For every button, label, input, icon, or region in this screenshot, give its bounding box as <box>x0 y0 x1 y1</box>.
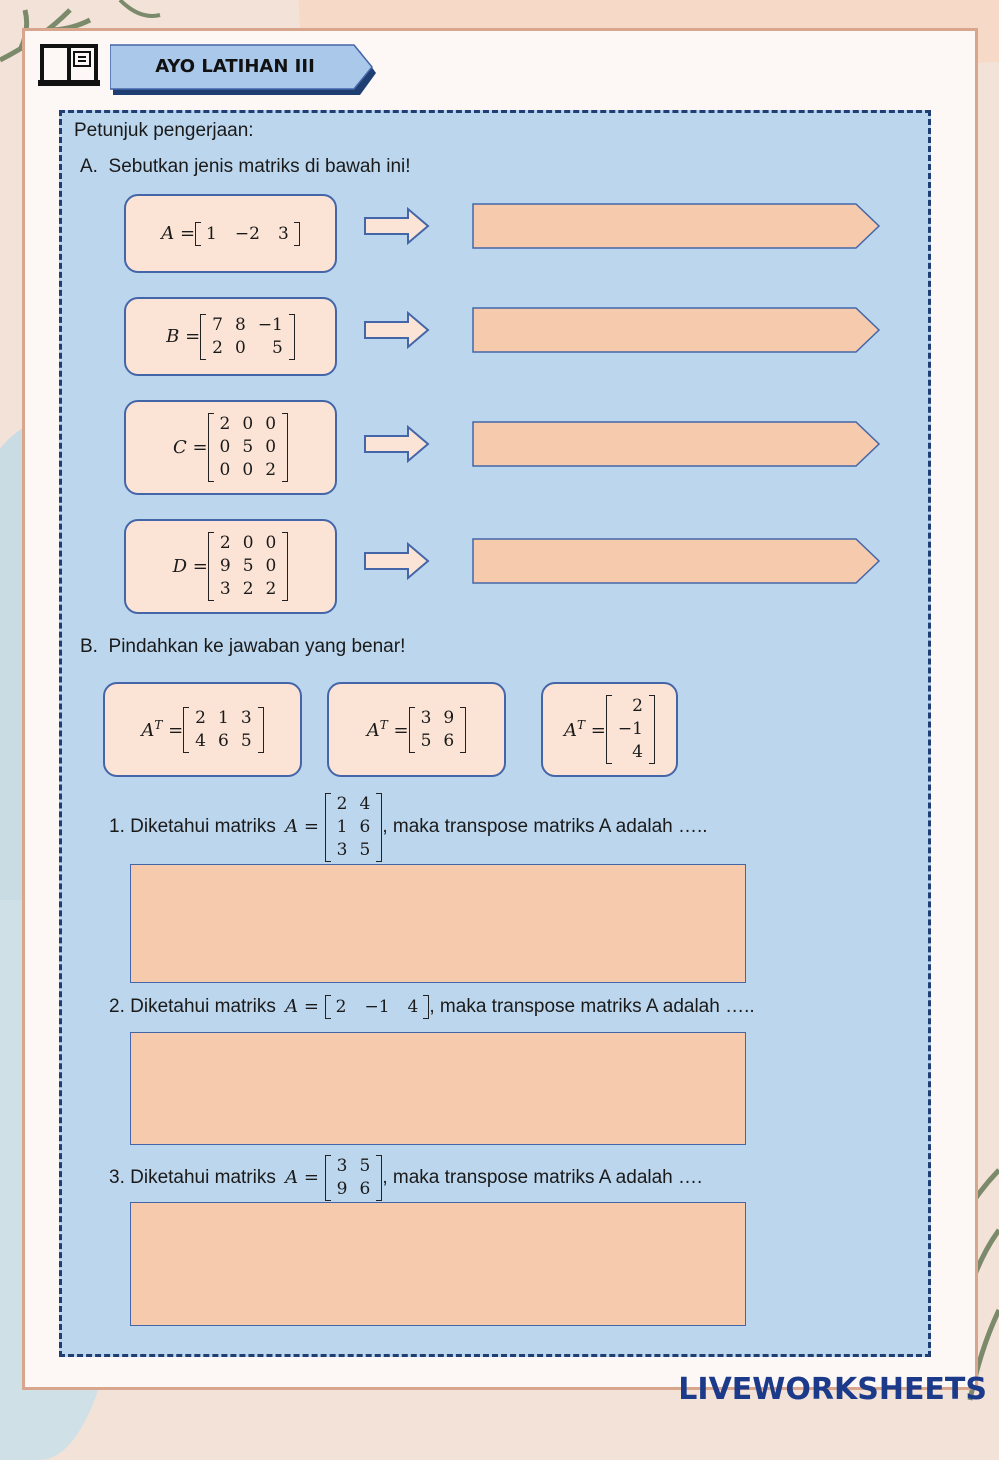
matrix-name: A <box>285 816 299 837</box>
matrix-table <box>331 793 377 862</box>
question-2 <box>109 994 755 1020</box>
matrix-box-a <box>124 194 337 273</box>
matrix-row <box>189 730 257 753</box>
question-suffix: , maka transpose matriks A adalah …. <box>382 1167 703 1188</box>
matrix-name: A <box>285 996 299 1017</box>
matrix <box>325 1155 383 1201</box>
matrix-entry: 0 <box>242 460 254 480</box>
matrix-row <box>214 555 282 578</box>
matrix-row <box>331 839 377 862</box>
liveworksheets-logo: LIVEWORKSHEETS <box>678 1372 987 1407</box>
book-icon <box>38 42 100 88</box>
matrix-entry: 0 <box>219 437 231 457</box>
matrix-entry: 3 <box>277 223 289 244</box>
matrix <box>208 532 288 601</box>
matrix-lhs <box>141 718 183 741</box>
right-bracket <box>289 314 295 360</box>
matrix-row <box>612 695 649 718</box>
question-matrix-lhs <box>285 1167 325 1189</box>
matrix-entry: 1 <box>218 707 229 728</box>
matrix-entry: 0 <box>242 414 254 434</box>
transpose-sup: T <box>154 718 163 732</box>
matrix-entry: 1 <box>336 816 348 837</box>
matrix-lhs <box>173 437 208 458</box>
answer-field-c[interactable] <box>471 419 883 469</box>
equals-sign: = <box>186 437 208 458</box>
matrix-box-b <box>124 297 337 376</box>
question-prefix: 2. Diketahui matriks <box>109 996 282 1017</box>
matrix-name: A <box>285 1167 299 1188</box>
matrix-entry: 2 <box>632 696 643 716</box>
section-a-heading <box>80 156 411 178</box>
matrix <box>325 995 430 1019</box>
matrix-row <box>331 1155 377 1178</box>
equals-sign: = <box>387 720 409 741</box>
matrix-entry: 5 <box>242 437 254 457</box>
equals-sign: = <box>585 720 606 741</box>
equals-sign: = <box>298 1167 325 1188</box>
section-b-label: B. <box>80 636 98 657</box>
matrix-entry: 3 <box>336 1156 348 1176</box>
matrix <box>606 695 655 764</box>
draggable-option-2[interactable] <box>327 682 506 777</box>
matrix-entry: 4 <box>407 997 419 1017</box>
equals-sign: = <box>187 556 208 577</box>
matrix-entry: 5 <box>359 839 371 860</box>
matrix-table <box>612 695 649 764</box>
matrix-row <box>206 314 289 337</box>
matrix-name: A <box>564 720 578 741</box>
matrix-entry: 0 <box>265 556 277 576</box>
matrix-entry: 3 <box>336 839 348 860</box>
matrix-entry: 2 <box>219 533 231 553</box>
matrix-entry: 6 <box>218 730 229 751</box>
matrix <box>195 222 300 246</box>
matrix-entry: 0 <box>265 533 277 553</box>
matrix-table <box>206 314 289 360</box>
matrix-entry: 2 <box>265 579 277 599</box>
matrix-entry: 2 <box>336 793 348 814</box>
matrix-entry: −1 <box>364 997 390 1017</box>
matrix-row <box>214 459 282 482</box>
matrix-entry: 6 <box>443 730 455 751</box>
matrix-entry: 1 <box>206 223 217 244</box>
matrix-entry: 3 <box>420 707 432 728</box>
matrix-entry: 9 <box>219 556 231 576</box>
matrix-entry: 4 <box>359 793 371 814</box>
right-bracket <box>282 413 288 482</box>
section-b-instruction: Pindahkan ke jawaban yang benar! <box>108 636 406 657</box>
right-arrow-icon <box>362 206 432 246</box>
matrix-box-d <box>124 519 337 614</box>
matrix-entry: 2 <box>195 707 206 728</box>
matrix-row <box>331 1178 377 1201</box>
right-bracket <box>294 222 300 246</box>
matrix-table <box>214 413 282 482</box>
matrix-entry: 0 <box>242 533 254 553</box>
matrix-row <box>331 995 424 1019</box>
matrix-table <box>214 532 282 601</box>
matrix-row <box>201 222 294 246</box>
matrix-row <box>214 532 282 555</box>
matrix-table <box>415 707 461 753</box>
matrix-row <box>214 578 282 601</box>
right-bracket <box>460 707 466 753</box>
matrix <box>200 314 295 360</box>
matrix-row <box>612 741 649 764</box>
matrix-name: A <box>141 720 155 741</box>
answer-field-d[interactable] <box>471 536 883 586</box>
matrix-lhs <box>173 556 208 577</box>
right-arrow-icon <box>362 541 432 581</box>
matrix-entry: 6 <box>359 1179 371 1199</box>
draggable-option-3[interactable] <box>541 682 678 777</box>
section-a-instruction: Sebutkan jenis matriks di bawah ini! <box>108 156 411 177</box>
answer-dropzone-2[interactable] <box>130 1032 746 1145</box>
matrix-name: A <box>366 720 380 741</box>
instructions-label: Petunjuk pengerjaan: <box>74 120 254 141</box>
matrix-entry: 5 <box>272 337 283 358</box>
matrix-entry: 0 <box>234 337 246 358</box>
matrix-row <box>214 436 282 459</box>
matrix-lhs <box>564 718 606 741</box>
matrix-row <box>415 707 461 730</box>
transpose-sup: T <box>577 718 586 732</box>
answer-dropzone-3[interactable] <box>130 1202 746 1326</box>
matrix-entry: 9 <box>443 707 455 728</box>
matrix <box>325 793 383 862</box>
question-prefix: 1. Diketahui matriks <box>109 816 282 837</box>
matrix-row <box>415 730 461 753</box>
matrix-entry: 4 <box>632 742 643 762</box>
equals-sign: = <box>298 816 325 837</box>
matrix-name: C <box>172 437 187 458</box>
question-prefix: 3. Diketahui matriks <box>109 1167 282 1188</box>
matrix-name: A <box>161 223 175 244</box>
question-suffix: , maka transpose matriks A adalah ….. <box>429 996 755 1017</box>
matrix <box>208 413 288 482</box>
matrix-entry: 2 <box>242 579 254 599</box>
question-1 <box>109 793 708 860</box>
matrix-entry: 0 <box>265 437 277 457</box>
equals-sign: = <box>162 720 184 741</box>
matrix-entry: 0 <box>265 414 277 434</box>
transpose-sup: T <box>379 718 388 732</box>
matrix-row <box>189 707 257 730</box>
matrix-lhs <box>166 326 200 347</box>
matrix-entry: 5 <box>420 730 432 751</box>
matrix-entry: 3 <box>240 707 252 728</box>
matrix-entry: 9 <box>336 1179 348 1199</box>
matrix-name: D <box>172 556 188 577</box>
right-arrow-icon <box>362 310 432 350</box>
matrix-entry: 5 <box>242 556 254 576</box>
page-title: AYO LATIHAN III <box>155 56 315 77</box>
matrix-entry: 5 <box>359 1156 371 1176</box>
matrix-entry: 2 <box>265 460 277 480</box>
matrix-entry: −1 <box>617 719 643 739</box>
right-arrow-icon <box>362 424 432 464</box>
matrix-entry: 6 <box>359 816 371 837</box>
equals-sign: = <box>298 996 325 1017</box>
matrix-table <box>331 1155 377 1201</box>
matrix-row <box>214 413 282 436</box>
answer-dropzone-1[interactable] <box>130 864 746 983</box>
matrix-entry: 5 <box>240 730 252 751</box>
matrix-entry: 0 <box>219 460 231 480</box>
equals-sign: = <box>179 326 201 347</box>
matrix-row <box>331 793 377 816</box>
section-a-label: A. <box>80 156 98 177</box>
answer-field-a[interactable] <box>471 201 883 251</box>
answer-field-b[interactable] <box>471 305 883 355</box>
matrix-entry: 3 <box>219 579 231 599</box>
matrix-row <box>206 337 289 360</box>
matrix-entry: 2 <box>335 997 347 1017</box>
right-bracket <box>258 707 264 753</box>
matrix-entry: 2 <box>219 414 231 434</box>
right-bracket <box>282 532 288 601</box>
matrix-entry: 2 <box>212 337 223 358</box>
matrix-box-c <box>124 400 337 495</box>
matrix-entry: 8 <box>234 314 246 335</box>
matrix-entry: −2 <box>234 223 260 244</box>
right-bracket <box>649 695 655 764</box>
matrix-row <box>331 816 377 839</box>
matrix <box>183 707 263 753</box>
question-matrix-lhs <box>285 996 325 1018</box>
draggable-option-1[interactable] <box>103 682 302 777</box>
question-suffix: , maka transpose matriks A adalah ….. <box>382 816 708 837</box>
section-b-heading <box>80 636 405 658</box>
matrix-entry: −1 <box>257 314 283 335</box>
question-3 <box>109 1155 702 1201</box>
matrix-entry: 7 <box>212 314 223 335</box>
question-matrix-lhs <box>285 816 325 838</box>
matrix-row <box>612 718 649 741</box>
equals-sign: = <box>174 223 196 244</box>
matrix-lhs <box>161 223 195 244</box>
matrix-entry: 4 <box>195 730 206 751</box>
matrix <box>409 707 467 753</box>
matrix-table <box>189 707 257 753</box>
matrix-name: B <box>166 326 180 347</box>
matrix-lhs <box>367 718 409 741</box>
